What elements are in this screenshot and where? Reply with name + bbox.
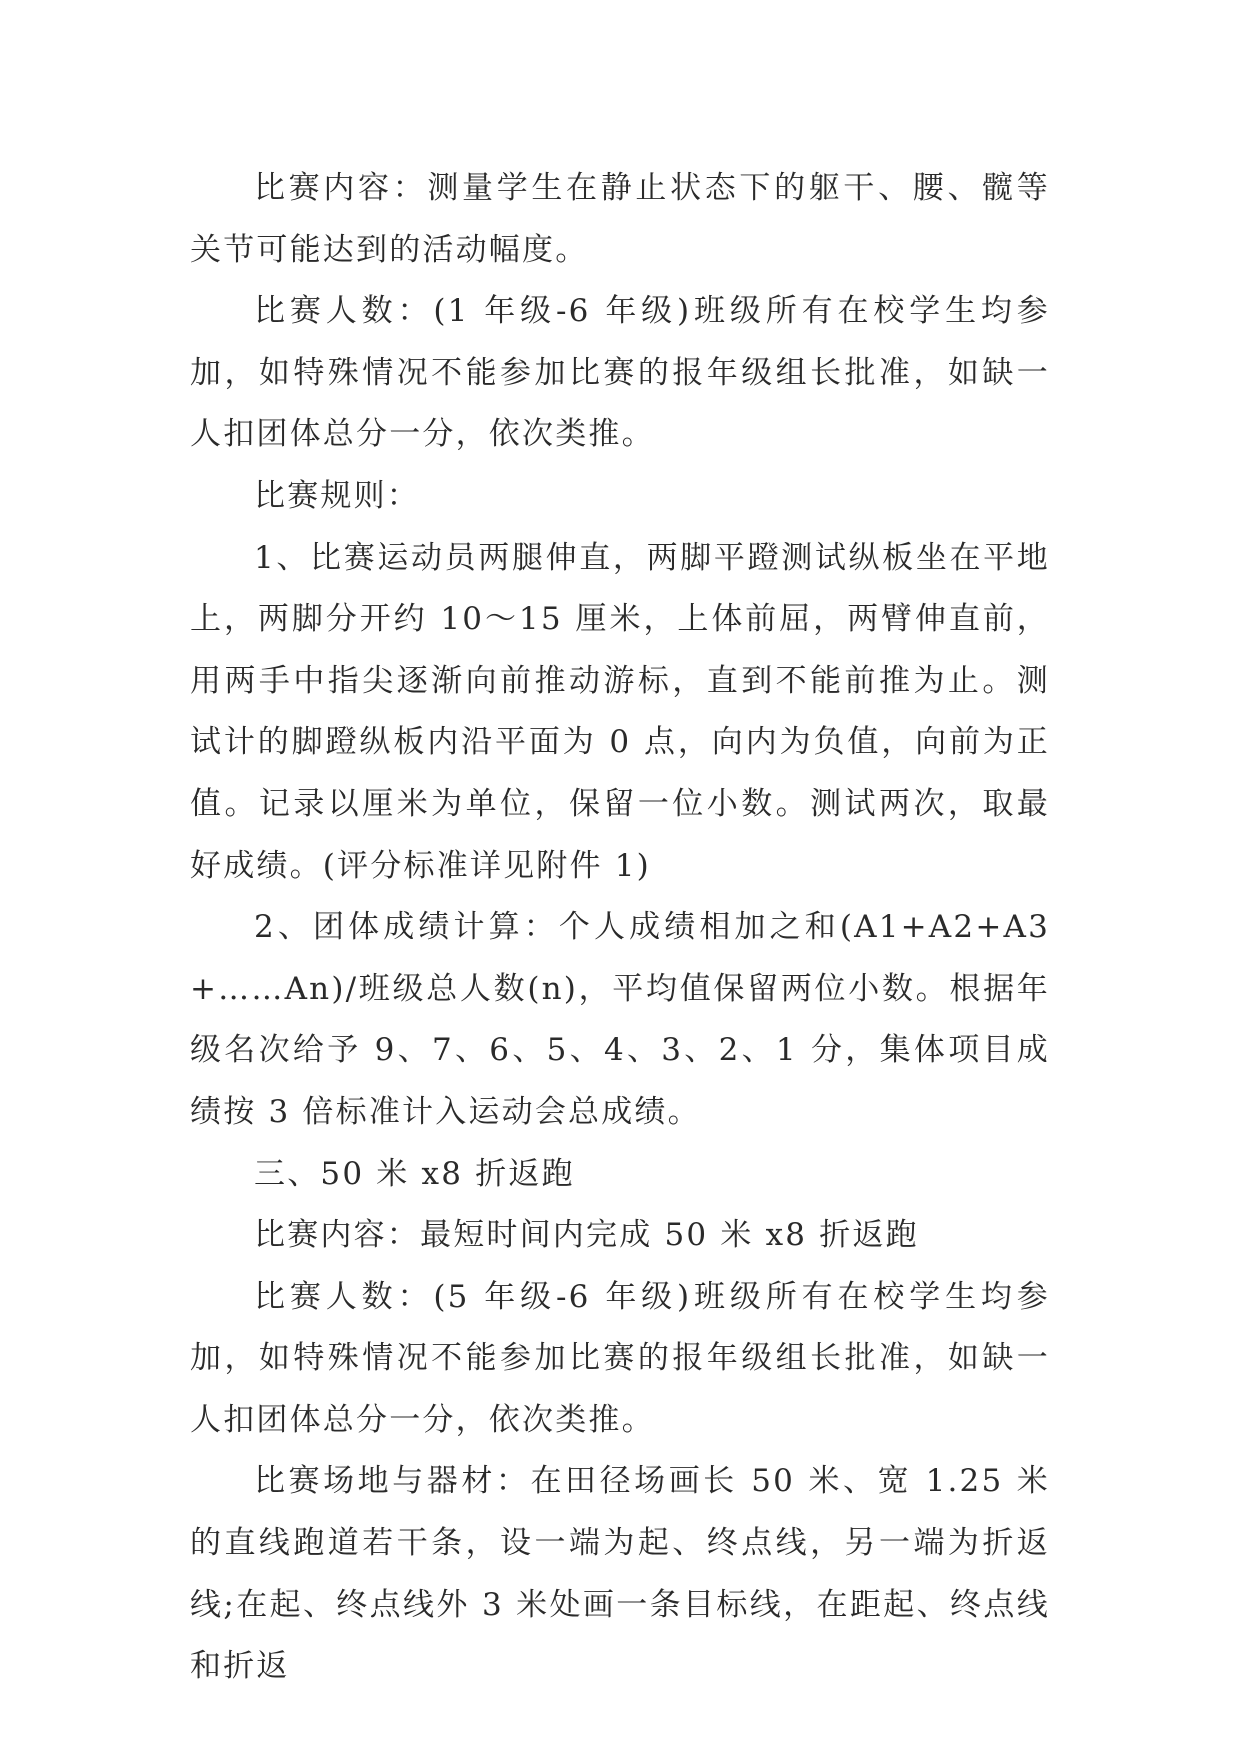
paragraph-shuttle-participants: 比赛人数：(5 年级-6 年级)班级所有在校学生均参加，如特殊情况不能参加比赛的报年级组长批准，如缺一人扣团体总分一分，依次类推。 [190, 1278, 1050, 1438]
paragraph-participants: 比赛人数：(1 年级-6 年级)班级所有在校学生均参加，如特殊情况不能参加比赛的报年级组长批准，如缺一人扣团体总分一分，依次类推。 [190, 293, 1050, 453]
paragraph-shuttle-content: 比赛内容：最短时间内完成 50 米 x8 折返跑 [254, 1217, 919, 1254]
section-heading-shuttle-run: 三、50 米 x8 折返跑 [254, 1155, 575, 1192]
paragraph-rules-heading: 比赛规则： [254, 477, 420, 514]
paragraph-competition-content: 比赛内容：测量学生在静止状态下的躯干、腰、髋等关节可能达到的活动幅度。 [190, 170, 1050, 268]
document-body [190, 158, 1050, 1698]
paragraph-rule-2: 2、团体成绩计算：个人成绩相加之和(A1+A2+A3+……An)/班级总人数(n)，平均值保留两位小数。根据年级名次给予 9、7、6、5、4、3、2、1 分，集体项目成绩按 3 倍标准计入运动会总成绩。 [190, 909, 1050, 1130]
paragraph-rule-1: 1、比赛运动员两腿伸直，两脚平蹬测试纵板坐在平地上，两脚分开约 10～15 厘米，上体前屈，两臂伸直前，用两手中指尖逐渐向前推动游标，直到不能前推为止。测试计的脚蹬纵板内沿平面为 0 点，向内为负值，向前为正值。记录以厘米为单位，保留一位小数。测试两次，取最好成绩。(评分标准详见附件 1) [190, 539, 1050, 884]
paragraph-venue-equipment: 比赛场地与器材：在田径场画长 50 米、宽 1.25 米的直线跑道若干条，设一端为起、终点线，另一端为折返线;在起、终点线外 3 米处画一条目标线，在距起、终点线和折返 [190, 1463, 1050, 1685]
